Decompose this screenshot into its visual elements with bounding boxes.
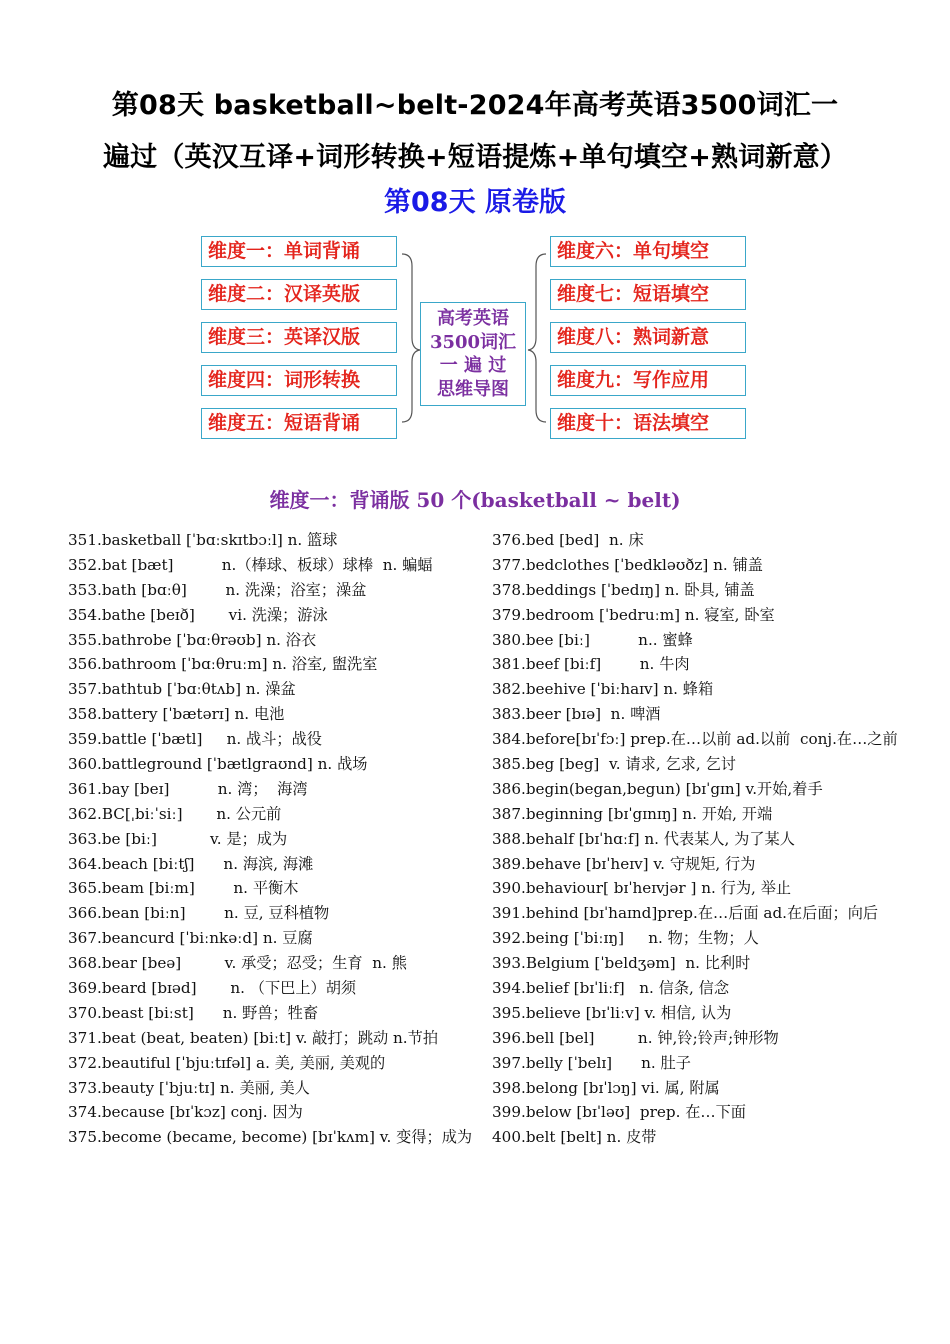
word-entry: 400.belt [belt] n. 皮带: [492, 1128, 657, 1147]
word-entry: 391.behind [bɪˈhaɪnd]prep.在…后面 ad.在后面；向后: [492, 904, 879, 923]
word-entry: 364.beach [biːtʃ] n. 海滨, 海滩: [68, 854, 314, 873]
word-entry: 361.bay [beɪ] n. 湾； 海湾: [68, 779, 308, 798]
word-entry: 374.because [bɪˈkɔz] conj. 因为: [68, 1103, 303, 1122]
word-entry: 377.bedclothes [ˈbedkləʊðz] n. 铺盖: [492, 555, 763, 574]
word-entry: 358.battery [ˈbætərɪ] n. 电池: [68, 705, 285, 724]
word-entry: 385.beg [beg] v. 请求, 乞求, 乞讨: [492, 755, 736, 774]
word-entry: 367.beancurd [ˈbiːnkəːd] n. 豆腐: [68, 929, 313, 948]
word-entry: 396.bell [bel] n. 钟,铃;铃声;钟形物: [492, 1028, 779, 1047]
word-entry: 379.bedroom [ˈbedruːm] n. 寝室, 卧室: [492, 605, 775, 624]
word-entry: 382.beehive [ˈbiːhaɪv] n. 蜂箱: [492, 680, 714, 699]
word-entry: 394.belief [bɪˈliːf] n. 信条, 信念: [492, 979, 730, 998]
mindmap-right-5: 维度十：语法填空: [550, 408, 746, 439]
word-entry: 365.beam [biːm] n. 平衡木: [68, 879, 299, 898]
right-brace: [528, 254, 546, 422]
word-entry: 369.beard [bɪəd] n. （下巴上）胡须: [68, 979, 357, 998]
word-entry: 383.beer [bɪə] n. 啤酒: [492, 705, 661, 724]
mindmap-left-2: 维度二：汉译英版: [201, 279, 397, 310]
word-entry: 380.bee [biː] n.. 蜜蜂: [492, 630, 693, 649]
word-list-right: [492, 528, 912, 1150]
word-entry: 372.beautiful [ˈbjuːtɪfəl] a. 美, 美丽, 美观的: [68, 1053, 386, 1072]
word-list-left: [68, 528, 478, 1150]
word-entry: 366.bean [biːn] n. 豆, 豆科植物: [68, 904, 330, 923]
mindmap-center-line-3: 一 遍 过: [439, 355, 507, 376]
word-entry: 387.beginning [bɪˈgɪnɪŋ] n. 开始, 开端: [492, 804, 773, 823]
mindmap-center: [420, 302, 526, 406]
word-entry: 359.battle [ˈbætl] n. 战斗；战役: [68, 730, 322, 749]
word-entry: 390.behaviour[ bɪˈheɪvjər ] n. 行为, 举止: [492, 879, 792, 898]
word-entry: 370.beast [biːst] n. 野兽；牲畜: [68, 1003, 319, 1022]
version-subtitle: 第08天 原卷版: [384, 187, 566, 218]
word-entry: 397.belly [ˈbelɪ] n. 肚子: [492, 1053, 691, 1072]
word-entry: 388.behalf [bɪˈhɑːf] n. 代表某人, 为了某人: [492, 829, 795, 848]
word-entry: 355.bathrobe [ˈbɑːθrəʊb] n. 浴衣: [68, 630, 317, 649]
mindmap-right-3: 维度八：熟词新意: [550, 322, 746, 353]
word-entry: 392.being [ˈbiːɪŋ] n. 物；生物；人: [492, 929, 759, 948]
mindmap-left-4: 维度四：词形转换: [201, 365, 397, 396]
word-entry: 395.believe [bɪˈliːv] v. 相信, 认为: [492, 1003, 732, 1022]
title-line-2: 遍过（英汉互译+词形转换+短语提炼+单句填空+熟词新意）: [102, 142, 848, 173]
section-title: 维度一：背诵版 50 个(basketball ~ belt): [269, 488, 681, 512]
word-entry: 357.bathtub [ˈbɑːθtʌb] n. 澡盆: [68, 680, 296, 699]
word-entry: 356.bathroom [ˈbɑːθruːm] n. 浴室, 盥洗室: [68, 655, 378, 674]
word-entry: 368.bear [beə] v. 承受；忍受；生育 n. 熊: [68, 954, 407, 973]
word-entry: 375.become (became, become) [bɪˈkʌm] v. 变得；成为: [68, 1128, 473, 1147]
word-entry: 399.below [bɪˈləʊ] prep. 在…下面: [492, 1103, 746, 1122]
mindmap-left-1: 维度一：单词背诵: [201, 236, 397, 267]
word-entry: 352.bat [bæt] n.（棒球、板球）球棒 n. 蝙蝠: [68, 555, 433, 574]
left-brace: [402, 254, 420, 422]
mindmap-left-5: 维度五：短语背诵: [201, 408, 397, 439]
mindmap-right-4: 维度九：写作应用: [550, 365, 746, 396]
mindmap-center-line-4: 思维导图: [437, 378, 509, 400]
word-entry: 371.beat (beat, beaten) [biːt] v. 敲打；跳动 n.节拍: [68, 1028, 439, 1047]
mindmap-center-line-1: 高考英语: [437, 308, 509, 329]
word-entry: 351.basketball [ˈbɑːskɪtbɔːl] n. 篮球: [68, 531, 338, 549]
word-entry: 384.before[bɪˈfɔː] prep.在…以前 ad.以前 conj.在…之前: [492, 730, 898, 749]
word-entry: 386.begin(began,begun) [bɪˈgɪn] v.开始,着手: [492, 779, 823, 798]
word-entry: 389.behave [bɪˈheɪv] v. 守规矩, 行为: [492, 854, 756, 873]
word-entry: 398.belong [bɪˈlɔŋ] vi. 属, 附属: [492, 1078, 720, 1097]
word-entry: 362.BC[ˌbiːˈsiː] n. 公元前: [68, 804, 282, 823]
mindmap-center-line-2: 3500词汇: [429, 331, 517, 353]
title-line-1: 第08天 basketball~belt-2024年高考英语3500词汇一: [111, 90, 839, 121]
mindmap-right-1: 维度六：单句填空: [550, 236, 746, 267]
word-entry: 381.beef [biːf] n. 牛肉: [492, 655, 690, 674]
word-entry: 373.beauty [ˈbjuːtɪ] n. 美丽, 美人: [68, 1078, 310, 1097]
mindmap-left-3: 维度三：英译汉版: [201, 322, 397, 353]
word-entry: 354.bathe [beɪð] vi. 洗澡；游泳: [68, 605, 328, 624]
mindmap-right-2: 维度七：短语填空: [550, 279, 746, 310]
word-entry: 363.be [biː] v. 是；成为: [68, 829, 288, 848]
word-entry: 393.Belgium [ˈbeldʒəm] n. 比利时: [492, 954, 751, 973]
word-entry: 378.beddings [ˈbedɪŋ] n. 卧具, 铺盖: [492, 580, 755, 599]
word-entry: 376.bed [bed] n. 床: [492, 531, 644, 549]
word-entry: 353.bath [bɑːθ] n. 洗澡；浴室；澡盆: [68, 580, 367, 599]
word-entry: 360.battleground [ˈbætlgraʊnd] n. 战场: [68, 755, 368, 774]
